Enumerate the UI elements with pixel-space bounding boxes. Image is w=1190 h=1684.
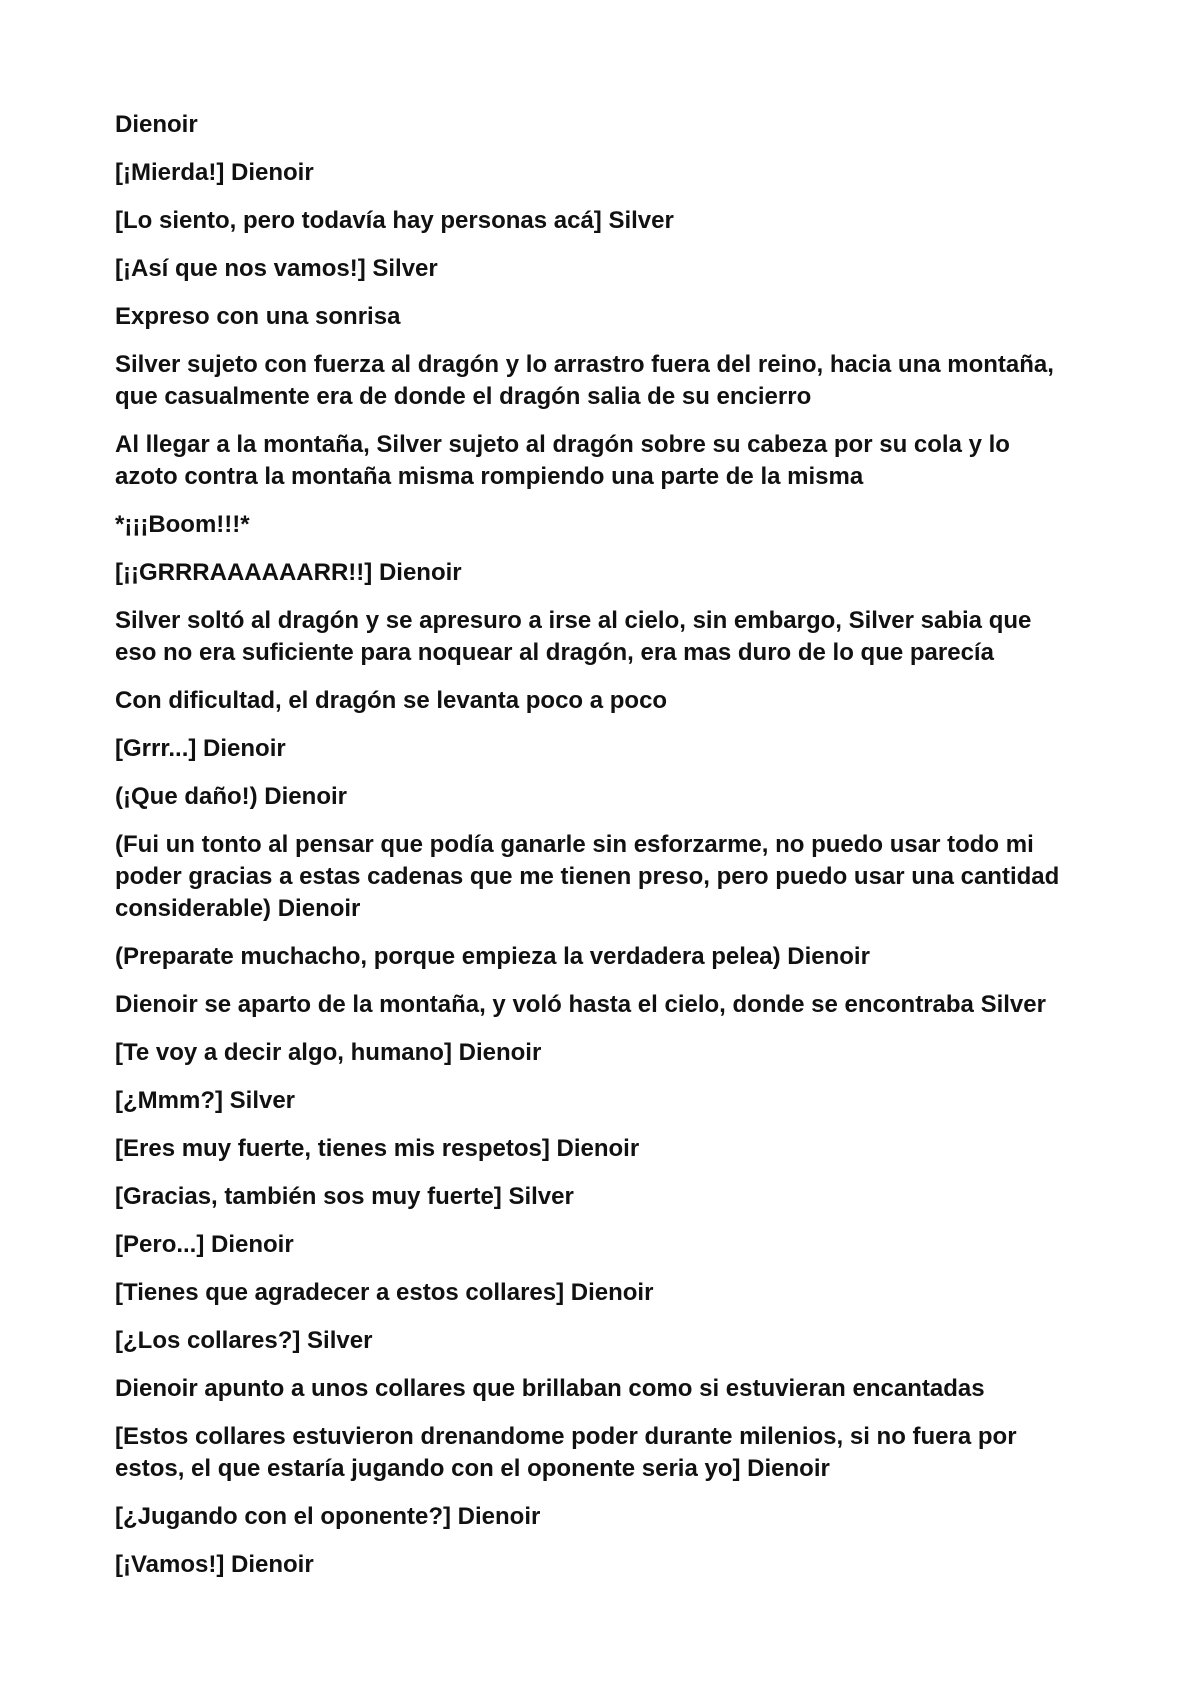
paragraph: [115, 109, 1075, 141]
paragraph: [115, 733, 1075, 765]
paragraph: [115, 157, 1075, 189]
paragraph: [115, 989, 1075, 1021]
text-line: [Gracias, también sos muy fuerte] Silver: [115, 1183, 574, 1210]
paragraph: [115, 253, 1075, 285]
text-line: [¡Mierda!] Dienoir: [115, 159, 314, 186]
text-line: azoto contra la montaña misma rompiendo una parte de la misma: [115, 463, 864, 490]
paragraph: [115, 1229, 1075, 1261]
paragraph: [115, 301, 1075, 333]
paragraph: [115, 1421, 1075, 1485]
paragraph: [115, 557, 1075, 589]
text-line: (Preparate muchacho, porque empieza la verdadera pelea) Dienoir: [115, 943, 870, 970]
text-line: [¡Así que nos vamos!] Silver: [115, 255, 438, 282]
paragraph: [115, 429, 1075, 493]
text-line: [¿Los collares?] Silver: [115, 1327, 373, 1354]
text-line: (Fui un tonto al pensar que podía ganarle sin esforzarme, no puedo usar todo mi: [115, 831, 1034, 858]
text-line: [¡Vamos!] Dienoir: [115, 1551, 314, 1578]
paragraph: [115, 1277, 1075, 1309]
paragraph: [115, 941, 1075, 973]
text-line: Silver sujeto con fuerza al dragón y lo arrastro fuera del reino, hacia una montaña,: [115, 351, 1054, 378]
text-line: Dienoir apunto a unos collares que brillaban como si estuvieran encantadas: [115, 1375, 985, 1402]
paragraph: [115, 1501, 1075, 1533]
paragraph: [115, 781, 1075, 813]
text-line: Con dificultad, el dragón se levanta poco a poco: [115, 687, 668, 714]
paragraph: [115, 1181, 1075, 1213]
paragraph: [115, 349, 1075, 413]
text-line: *¡¡¡Boom!!!*: [115, 511, 250, 538]
paragraph: [115, 1325, 1075, 1357]
document-body: [115, 109, 1075, 1597]
paragraph: [115, 1133, 1075, 1165]
text-line: Dienoir: [115, 111, 198, 138]
paragraph: [115, 1037, 1075, 1069]
text-line: [¿Jugando con el oponente?] Dienoir: [115, 1503, 541, 1530]
paragraph: [115, 509, 1075, 541]
text-line: [¿Mmm?] Silver: [115, 1087, 296, 1114]
paragraph: [115, 685, 1075, 717]
text-line: [Te voy a decir algo, humano] Dienoir: [115, 1039, 542, 1066]
text-line: poder gracias a estas cadenas que me tienen preso, pero puedo usar una cantidad: [115, 863, 1060, 890]
text-line: Dienoir se aparto de la montaña, y voló hasta el cielo, donde se encontraba Silver: [115, 991, 1046, 1018]
text-line: [¡¡GRRRAAAAAARR!!] Dienoir: [115, 559, 462, 586]
text-line: considerable) Dienoir: [115, 895, 361, 922]
paragraph: [115, 605, 1075, 669]
text-line: Expreso con una sonrisa: [115, 303, 401, 330]
text-line: Al llegar a la montaña, Silver sujeto al dragón sobre su cabeza por su cola y lo: [115, 431, 1010, 458]
paragraph: [115, 1085, 1075, 1117]
text-line: [Lo siento, pero todavía hay personas acá] Silver: [115, 207, 674, 234]
text-line: estos, el que estaría jugando con el oponente seria yo] Dienoir: [115, 1455, 830, 1482]
text-line: que casualmente era de donde el dragón salia de su encierro: [115, 383, 812, 410]
text-line: [Eres muy fuerte, tienes mis respetos] Dienoir: [115, 1135, 640, 1162]
paragraph: [115, 1549, 1075, 1581]
text-line: (¡Que daño!) Dienoir: [115, 783, 347, 810]
text-line: [Pero...] Dienoir: [115, 1231, 294, 1258]
paragraph: [115, 829, 1075, 925]
paragraph: [115, 205, 1075, 237]
text-line: [Estos collares estuvieron drenandome poder durante milenios, si no fuera por: [115, 1423, 1017, 1450]
paragraph: [115, 1373, 1075, 1405]
text-line: eso no era suficiente para noquear al dragón, era mas duro de lo que parecía: [115, 639, 994, 666]
text-line: Silver soltó al dragón y se apresuro a irse al cielo, sin embargo, Silver sabia que: [115, 607, 1032, 634]
text-line: [Grrr...] Dienoir: [115, 735, 286, 762]
text-line: [Tienes que agradecer a estos collares] Dienoir: [115, 1279, 654, 1306]
